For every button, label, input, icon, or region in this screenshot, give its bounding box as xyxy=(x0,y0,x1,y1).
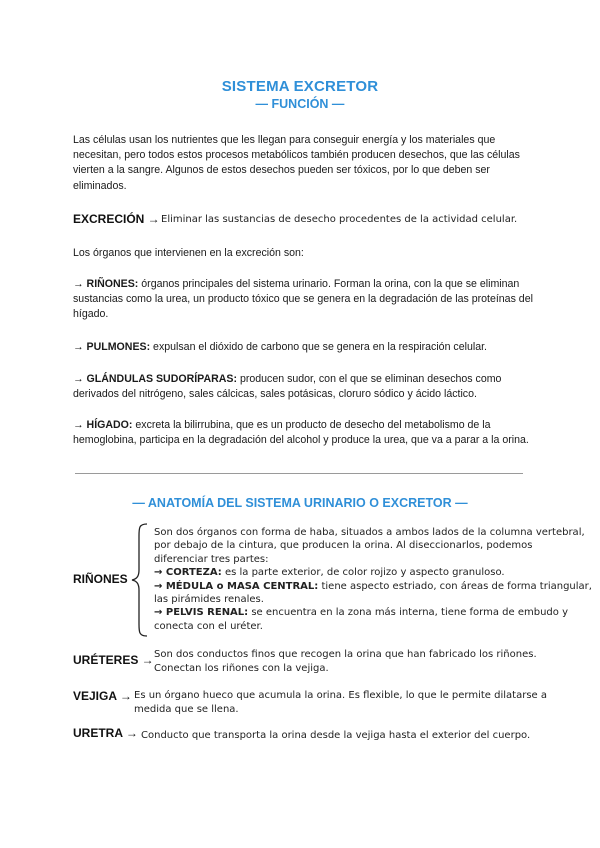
organ-label: → HÍGADO: xyxy=(73,419,133,431)
part-text: conecta con el uréter. xyxy=(154,620,263,632)
vejiga-line: Es un órgano hueco que acumula la orina. Es flexible, lo que le permite dilatarse a xyxy=(134,690,547,701)
organs-intro: Los órganos que intervienen en la excreción son: xyxy=(73,247,304,259)
ureteres-description xyxy=(154,648,574,676)
part-text: las pirámides renales. xyxy=(154,594,264,606)
rinones-line: por debajo de la cintura, que producen la orina. Al diseccionarlos, podemos xyxy=(154,540,533,552)
organ-glandulas xyxy=(73,372,533,402)
rinones-line: diferenciar tres partes: xyxy=(154,553,269,565)
curly-brace-icon xyxy=(130,522,150,638)
part-label: → CORTEZA: xyxy=(154,567,222,579)
page-title: SISTEMA EXCRETOR xyxy=(221,78,379,95)
part-text: es la parte exterior, de color rojizo y aspecto granuloso. xyxy=(221,567,505,579)
organ-text: expulsan el dióxido de carbono que se genera en la respiración celular. xyxy=(150,341,487,353)
ureteres-term: URÉTERES → xyxy=(73,653,154,667)
organ-text: órganos principales del sistema urinario. Forman la orina, con la que se eliminan sustancias como la urea, un producto tóxico que se genera en la degradación de las proteínas del hígado. xyxy=(73,278,533,321)
vejiga-line: medida que se llena. xyxy=(134,704,239,715)
rinones-line: Son dos órganos con forma de haba, situados a ambos lados de la columna vertebral, xyxy=(154,527,585,538)
vejiga-description xyxy=(134,689,574,717)
organ-text: producen sudor, con el que se eliminan desechos como derivados del nitrógeno, sales cálcicas, sales potásicas, cloruro sódico y ácido láctico. xyxy=(73,373,502,401)
uretra-line: Conducto que transporta la orina desde la vejiga hasta el exterior del cuerpo. xyxy=(141,730,531,741)
organ-label: → PULMONES: xyxy=(73,341,151,353)
organ-text: excreta la bilirrubina, que es un producto de desecho del metabolismo de la hemoglobina, participa en la degradación del alcohol y produce la urea, que va a parar a la orina. xyxy=(73,419,529,447)
part-text: tiene aspecto estriado, con áreas de forma triangular, xyxy=(318,580,592,592)
rinones-part xyxy=(154,593,594,606)
organ-label: → GLÁNDULAS SUDORÍPARAS: xyxy=(73,373,238,385)
organ-higado xyxy=(73,418,533,448)
rinones-description xyxy=(154,526,594,633)
rinones-part xyxy=(154,620,594,633)
rinones-part xyxy=(154,580,594,593)
anatomy-title: — ANATOMÍA DEL SISTEMA URINARIO O EXCRETOR — xyxy=(132,496,468,510)
section-divider xyxy=(75,473,523,474)
uretra-term: URETRA → xyxy=(73,726,138,740)
organ-pulmones xyxy=(73,340,533,355)
uretra-description xyxy=(141,728,561,743)
rinones-part xyxy=(154,606,594,619)
ureteres-line: Son dos conductos finos que recogen la orina que han fabricado los riñones. xyxy=(154,649,537,660)
organ-rinones xyxy=(73,277,533,323)
page-subtitle: — FUNCIÓN — xyxy=(255,97,345,111)
vejiga-term: VEJIGA → xyxy=(73,689,132,703)
rinones-part xyxy=(154,566,594,579)
excrecion-definition: Eliminar las sustancias de desecho procedentes de la actividad celular. xyxy=(161,214,518,225)
rinones-term: RIÑONES xyxy=(73,572,128,586)
ureteres-line: Conectan los riñones con la vejiga. xyxy=(154,663,329,674)
part-label: → MÉDULA o MASA CENTRAL: xyxy=(154,580,319,592)
excrecion-term: EXCRECIÓN → xyxy=(73,212,160,226)
organ-label: → RIÑONES: xyxy=(73,278,139,290)
part-text: se encuentra en la zona más interna, tiene forma de embudo y xyxy=(248,607,568,619)
intro-paragraph: Las células usan los nutrientes que les llegan para conseguir energía y los materiales que necesitan, pero todos estos procesos metabólicos también producen desechos, que las células vierten a la sangre. Algunos de estos desechos pueden ser tóxicos, por lo que deben ser eliminados. xyxy=(73,134,520,192)
part-label: → PELVIS RENAL: xyxy=(154,607,249,619)
